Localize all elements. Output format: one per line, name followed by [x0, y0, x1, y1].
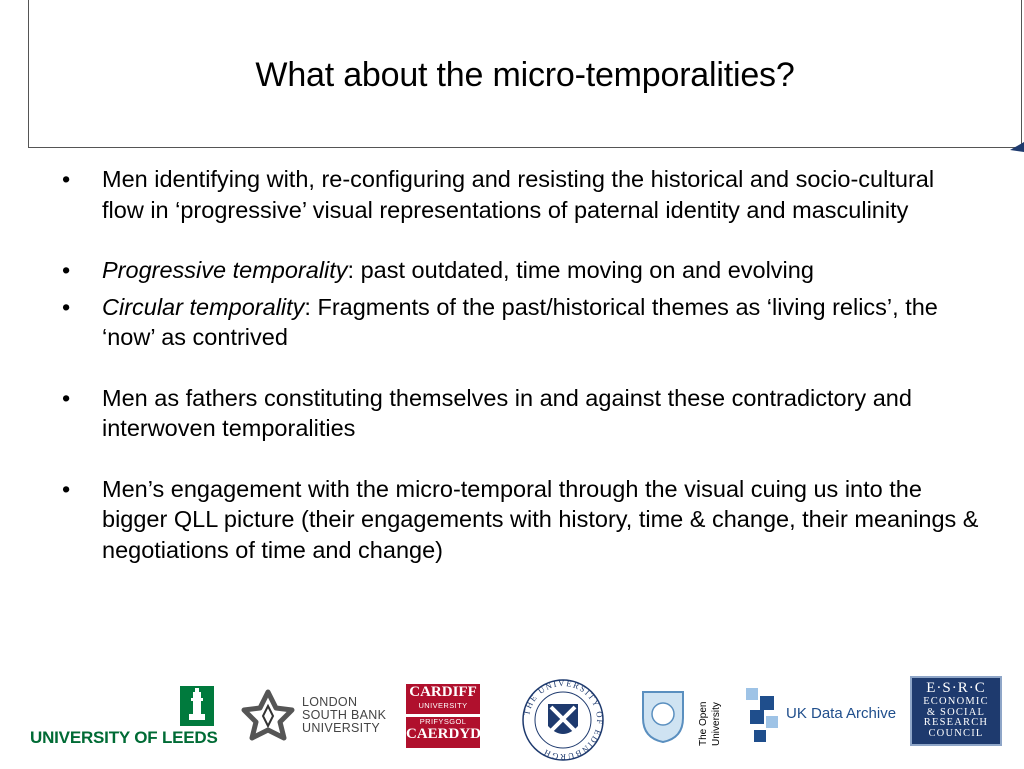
lsbu-line2: SOUTH BANK [302, 708, 387, 722]
bullet-item [60, 474, 980, 566]
uk-data-archive-logo [744, 686, 904, 746]
leeds-tower-icon [180, 686, 214, 726]
bullet-emphasis: Circular temporality [102, 293, 305, 320]
cardiff-line3: PRIFYSGOL [419, 717, 467, 726]
ou-line1: The Open [698, 701, 709, 746]
lsbu-line1: LONDON [302, 695, 358, 709]
lsbu-wordmark [302, 696, 386, 735]
bullet-emphasis: Progressive temporality [102, 257, 348, 283]
lsbu-line3: UNIVERSITY [302, 721, 381, 735]
ou-line2: University [711, 702, 722, 746]
bullet-text: : Fragments of the past/historical themes as ‘living relics’, the ‘now’ as contrived [102, 293, 938, 350]
slide-title: What about the micro-temporalities? [255, 56, 795, 94]
cardiff-welsh-block [406, 717, 480, 748]
cardiff-logo [406, 684, 480, 748]
esrc-line5: COUNCIL [928, 727, 984, 739]
bullet-dot: • [62, 257, 71, 283]
cardiff-line2: UNIVERSITY [418, 701, 468, 710]
open-university-shield-icon [638, 688, 688, 744]
bullet-item [60, 255, 980, 286]
leeds-wordmark: UNIVERSITY OF LEEDS [30, 728, 218, 747]
bullet-text: : past outdated, time moving on and evolving [347, 257, 814, 283]
bullet-item [60, 164, 980, 225]
esrc-line1: E·S·R·C [926, 680, 986, 696]
edinburgh-seal-icon [518, 676, 608, 764]
bullet-text: Men’s engagement with the micro-temporal through the visual cuing us into the bigger QLL picture (their engagements with history, time & change, their meanings & negotiations of time and change) [102, 475, 979, 563]
esrc-line2: ECONOMIC [923, 696, 989, 707]
esrc-line3: & SOCIAL [926, 706, 986, 718]
bullet-list [60, 164, 980, 565]
bullet-dot: • [62, 166, 71, 192]
bullet-item [60, 383, 980, 444]
corner-swoosh-decoration [1010, 132, 1024, 152]
edinburgh-ring-text: THE UNIVERSITY OF EDINBURGH [521, 677, 606, 763]
bullet-text: Men identifying with, re-configuring and resisting the historical and socio-cultural flow in ‘progressive’ visual representations of paternal identity and masculinity [102, 166, 935, 223]
bullet-item [60, 292, 980, 353]
bullet-dot: • [62, 293, 71, 320]
leeds-logo [30, 686, 220, 748]
uk-data-archive-wordmark: UK Data Archive [786, 705, 897, 722]
cardiff-english-block [406, 684, 480, 714]
lsbu-star-icon [240, 688, 296, 744]
cardiff-line1: CARDIFF [409, 684, 477, 700]
open-university-logo [638, 686, 730, 746]
edinburgh-logo [518, 676, 608, 764]
title-box [28, 0, 1022, 148]
lsbu-logo [240, 688, 390, 744]
bullet-dot: • [62, 384, 71, 411]
bullet-text: Men as fathers constituting themselves in and against these contradictory and interwoven temporalities [102, 384, 912, 441]
uk-data-archive-blocks-icon [744, 686, 784, 746]
partner-logos [0, 672, 1024, 768]
open-university-wordmark [694, 688, 724, 746]
cardiff-line4: CAERDYD [406, 726, 481, 742]
esrc-logo [910, 676, 1002, 746]
esrc-line4: RESEARCH [923, 717, 989, 728]
bullet-dot: • [62, 475, 71, 502]
